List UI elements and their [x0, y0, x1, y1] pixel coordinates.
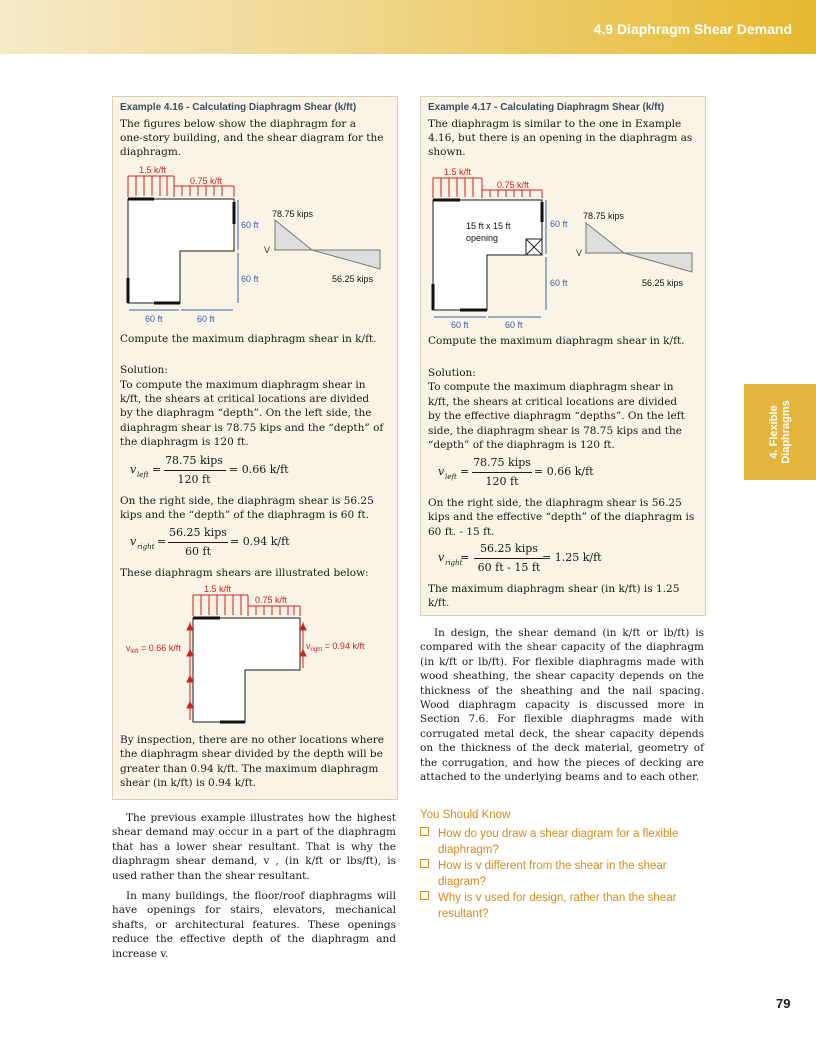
example-4-16-right-2: kips and the “depth” of the diaphragm is 60 ft.	[120, 509, 369, 521]
eq-numerator: 56.25 kips	[480, 542, 538, 555]
dim-right-lower: 60 ft	[550, 278, 568, 288]
eq-denominator: 120 ft	[485, 475, 519, 488]
equation-v-left-416	[130, 454, 330, 490]
eq-var: v	[130, 535, 137, 548]
eq-fraction-line	[474, 558, 544, 559]
eq-sub: left	[445, 473, 457, 481]
shear-max-label: 78.75 kips	[272, 209, 314, 219]
eq-fraction-line	[168, 542, 228, 543]
ysk-item-text: How do you draw a shear diagram for a flexible diaphragm?	[438, 828, 679, 856]
eq-result: = 0.94 k/ft	[230, 535, 290, 548]
dim-right-upper: 60 ft	[241, 220, 259, 230]
load-right-label: 0.75 k/ft	[190, 176, 223, 186]
example-4-16-solution-1: To compute the maximum diaphragm shear in	[120, 379, 366, 391]
eq-result: = 1.25 k/ft	[542, 551, 602, 564]
example-4-16-solution-2: k/ft, the shears at critical locations are divided	[120, 393, 370, 405]
load-left-label: 1.5 k/ft	[139, 165, 167, 175]
v-right-value: = 0.94 k/ft	[322, 641, 365, 651]
example-4-16-intro-3: diaphragm.	[120, 146, 182, 158]
eq-fraction-line	[164, 470, 226, 471]
example-4-16-intro-1: The figures below show the diaphragm for a	[120, 118, 356, 130]
example-4-16-conclusion-2: the diaphragm shear divided by the depth will be	[120, 748, 383, 760]
load-left-label-2: 1.5 k/ft	[204, 584, 232, 594]
eq-numerator: 78.75 kips	[165, 454, 223, 467]
you-should-know-item	[420, 858, 704, 890]
dim-right-upper: 60 ft	[550, 219, 568, 229]
dim-bottom-right: 60 ft	[197, 314, 215, 324]
example-4-17-right-1: On the right side, the diaphragm shear is 56.25	[428, 497, 682, 509]
eq-equals: =	[460, 465, 470, 478]
you-should-know-item	[420, 826, 704, 858]
v-right-sub: right	[310, 647, 323, 653]
example-4-17-intro-2: 4.16, but there is an opening in the diaphragm as	[428, 132, 693, 144]
eq-equals: =	[157, 535, 167, 548]
left-body-paragraph-1: The previous example illustrates how the highest shear demand may occur in a part of the diaphragm that has a lower shear resultant. That is why the diaphragm shear demand, v , (in k/ft or lbs/ft), is used rather than the shear resultant.	[112, 812, 396, 882]
eq-denominator: 60 ft	[185, 545, 211, 558]
example-4-17-solution-label: Solution:	[428, 367, 476, 379]
you-should-know-item	[420, 890, 704, 922]
right-column-body	[420, 626, 704, 790]
right-body-paragraph: In design, the shear demand (in k/ft or lb/ft) is compared with the shear capacity of the diaphragm (in k/ft or lb/ft). For flexible diaphragms made with wood sheathing, the shear capacity depends on the thickness of the sheathing and the nail spacing. Wood diaphragm capacity is discussed more in Section 7.6. For flexible diaphragms made with corrugated metal deck, the shear capacity depends on the thickness of the deck material, geometry of the corrugation, and how the pieces of decking are attached to the underlying beams and to each other.	[420, 627, 704, 784]
left-column-body	[112, 811, 396, 967]
example-4-16-solution-3: by the diaphragm “depth”. On the left side, the	[120, 407, 372, 419]
eq-numerator: 78.75 kips	[473, 456, 531, 469]
opening-label-2: opening	[466, 233, 499, 243]
load-right-label-2: 0.75 k/ft	[255, 595, 288, 605]
chapter-side-tab[interactable]	[744, 384, 816, 480]
eq-equals: =	[152, 463, 162, 476]
example-4-16-solution-label: Solution:	[120, 364, 168, 376]
v-left-var: v	[126, 643, 131, 653]
eq-result: = 0.66 k/ft	[229, 463, 289, 476]
opening-label-1: 15 ft x 15 ft	[466, 221, 511, 231]
checkbox-icon	[420, 859, 429, 868]
v-right-var: v	[306, 641, 311, 651]
checkbox-icon	[420, 891, 429, 900]
example-4-17-conclusion-1: The maximum diaphragm shear (in k/ft) is 1.25	[428, 583, 680, 595]
shear-axis-label: V	[576, 248, 583, 258]
left-body-paragraph-2: In many buildings, the floor/roof diaphragms will have openings for stairs, elevators, mechanical shafts, or architectural features. These openings reduce the effective depth of the diaphragm and increase v.	[112, 890, 396, 960]
example-4-17-right-3: 60 ft. - 15 ft.	[428, 526, 495, 538]
equation-v-left-417	[438, 456, 638, 492]
load-left-label: 1.5 k/ft	[444, 167, 472, 177]
eq-sub: right	[137, 543, 155, 551]
example-4-16-conclusion-3: greater than 0.94 k/ft. The maximum diaphragm	[120, 763, 379, 775]
example-4-16-right-1: On the right side, the diaphragm shear is 56.25	[120, 495, 374, 507]
example-4-17-figure	[420, 162, 704, 334]
section-title: 4.9 Diaphragm Shear Demand	[593, 21, 792, 37]
v-left-label	[126, 643, 181, 655]
eq-denominator: 120 ft	[177, 473, 211, 486]
dim-bottom-left: 60 ft	[451, 320, 469, 330]
example-4-16-conclusion-4: shear (in k/ft) is 0.94 k/ft.	[120, 777, 257, 789]
example-4-17-right-2: kips and the effective “depth” of the diaphragm is	[428, 511, 695, 523]
example-4-16-conclusion-1: By inspection, there are no other locations where	[120, 734, 384, 746]
example-4-17-solution-3: by the effective diaphragm “depths”. On the left	[428, 410, 685, 422]
dim-right-lower: 60 ft	[241, 274, 259, 284]
eq-sub: left	[137, 471, 149, 479]
chapter-tab-label: 4. Flexible Diaphragms	[768, 400, 792, 464]
example-4-16-solution-5: the diaphragm is 120 ft.	[120, 436, 249, 448]
example-4-17-solution-2: k/ft, the shears at critical locations are divided	[428, 396, 678, 408]
eq-denominator: 60 ft - 15 ft	[477, 561, 541, 574]
equation-v-right-417	[438, 542, 648, 578]
equation-v-right-416	[130, 526, 330, 562]
example-4-17-solution-1: To compute the maximum diaphragm shear in	[428, 381, 674, 393]
eq-sub: right	[445, 559, 463, 567]
example-4-16-shear-illustration	[112, 582, 396, 727]
shear-min-label: 56.25 kips	[332, 274, 374, 284]
example-4-17-intro-3: shown.	[428, 146, 466, 158]
checkbox-icon	[420, 827, 429, 836]
dim-bottom-left: 60 ft	[145, 314, 163, 324]
example-4-16-illustrated: These diaphragm shears are illustrated below:	[120, 567, 369, 579]
example-4-17-solution-5: “depth” of the diaphragm is 120 ft.	[428, 439, 615, 451]
eq-equals: =	[460, 551, 470, 564]
example-4-17-question: Compute the maximum diaphragm shear in k/ft.	[428, 335, 685, 347]
eq-var: v	[438, 551, 445, 564]
example-4-17-conclusion-2: k/ft.	[428, 597, 450, 609]
example-4-17-title: Example 4.17 - Calculating Diaphragm Shear (k/ft)	[428, 102, 665, 113]
shear-axis-label: V	[264, 245, 271, 255]
example-4-16-question: Compute the maximum diaphragm shear in k/ft.	[120, 333, 377, 345]
eq-var: v	[438, 465, 445, 478]
load-right-label: 0.75 k/ft	[497, 180, 530, 190]
eq-fraction-line	[472, 472, 532, 473]
example-4-16-intro-2: one-story building, and the shear diagram for the	[120, 132, 384, 144]
shear-min-label: 56.25 kips	[642, 278, 684, 288]
page-number: 79	[776, 996, 791, 1011]
v-left-sub: left	[130, 649, 139, 655]
example-4-16-solution-4: diaphragm shear is 78.75 kips and the “depth” of	[120, 422, 384, 434]
ysk-item-text: Why is v used for design, rather than the shear resultant?	[438, 892, 677, 920]
eq-var: v	[130, 463, 137, 476]
eq-result: = 0.66 k/ft	[534, 465, 594, 478]
eq-numerator: 56.25 kips	[169, 526, 227, 539]
example-4-17-intro-1: The diaphragm is similar to the one in Example	[428, 118, 682, 130]
shear-max-label: 78.75 kips	[583, 211, 625, 221]
v-left-value: = 0.66 k/ft	[138, 643, 181, 653]
example-4-16-figure	[112, 160, 396, 330]
example-4-17-solution-4: side, the diaphragm shear is 78.75 kips and the	[428, 425, 682, 437]
example-4-16-title: Example 4.16 - Calculating Diaphragm Shear (k/ft)	[120, 102, 357, 113]
dim-bottom-right: 60 ft	[505, 320, 523, 330]
v-right-label	[306, 641, 365, 653]
ysk-item-text: How is v different from the shear in the shear diagram?	[438, 860, 667, 888]
you-should-know-title: You Should Know	[420, 809, 511, 821]
